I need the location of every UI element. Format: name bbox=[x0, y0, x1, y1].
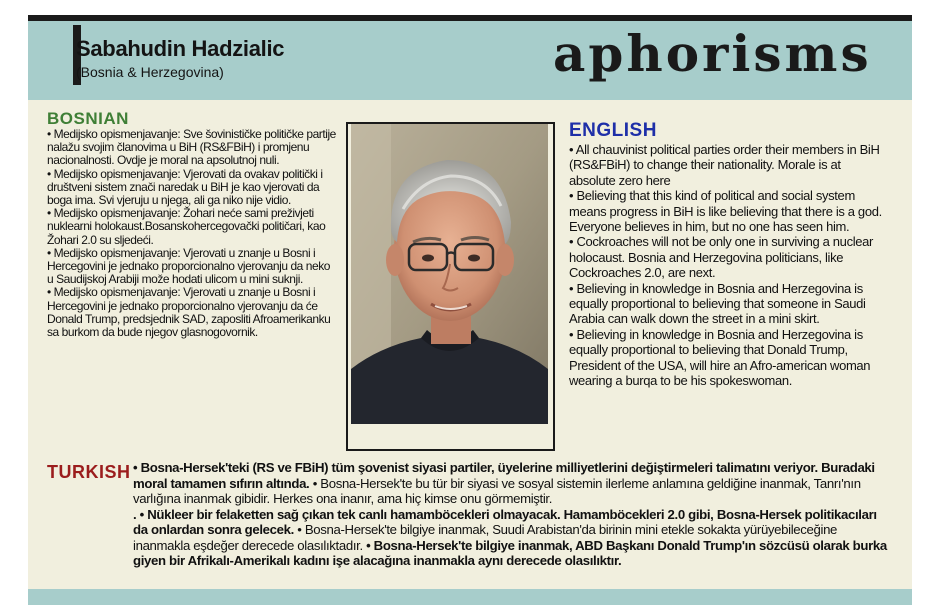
english-item: • Believing in knowledge in Bosnia and Herzegovina is equally proportional to believing that someone in Saudi Arabia can walk down the street in a mini skirt. bbox=[569, 280, 866, 327]
bosnian-item: • Medijsko opismenjavanje: Sve šovinističke političke partije nalažu svojim članovima u BiH (RS&FBiH) i promjenu nacionalnosti. Ovdje je moral na apsolutnoj nuli. bbox=[47, 127, 336, 168]
bosnian-column bbox=[47, 110, 337, 339]
author-country: (Bosnia & Herzegovina) bbox=[76, 64, 224, 80]
author-name: Sabahudin Hadzialic bbox=[76, 36, 285, 61]
bosnian-item: • Medijsko opismenjavanje: Žohari neće sami preživjeti nuklearni holokaust.Bosanskohercegovački političari, kao Žohari 2.0 su sljedeći. bbox=[47, 206, 326, 247]
turkish-heading: TURKISH bbox=[47, 462, 131, 482]
author-portrait bbox=[351, 124, 548, 424]
section-title: aphorisms bbox=[553, 24, 872, 83]
turkish-item-bold: . • Nükleer bir felaketten sağ çıkan tek canlı hamamböcekleri olmayacak. Hamamböcekleri 2.0 gibi, Bosna-Hersek politikacıları da onlardan sonra gelecek. bbox=[133, 506, 877, 537]
turkish-item-bold: • Bosna-Hersek'teki (RS ve FBiH) tüm şovenist siyasi partiler, üyelerine milliyetlerini değiştirmeleri talimatını veriyor. Buradaki moral tamamen sıfırın altında. bbox=[133, 460, 875, 491]
turkish-item: • Bosna-Hersek'te bilgiye inanmak, Suudi Arabistan'da birinin mini etekle sokakta yürüyebileceğine inanmakla eşdeğer derecede olasılıktadır. bbox=[133, 522, 838, 553]
bosnian-item: • Medijsko opismenjavanje: Vjerovati da ovakav politički i društveni sistem znači naredak u BiH je kao vjerovati da boga ima. Svi vjeruju u njega, ali ga niko nije vidio. bbox=[47, 166, 323, 208]
bosnian-item: • Medijsko opismenjavanje: Vjerovati u znanje u Bosni i Hercegovini je jednako proporcionalno vjerovanju da neko u Saudijskoj Arabiji može hodati ulicom u mini suknji. bbox=[47, 245, 330, 287]
bosnian-item: • Medijsko opismenjavanje: Vjerovati u znanje u Bosni i Hercegovini je jednako proporcionalno vjerovanju da će Donald Trump, predsjednik SAD, zaposliti Afroamerikanku sa burkom da bude njegov glasnogovornik. bbox=[47, 285, 331, 340]
english-list bbox=[569, 142, 885, 389]
english-item: • Believing in knowledge in Bosnia and Herzegovina is equally proportional to believing that Donald Trump, President of the USA, will hire an Afro-american woman wearing a burqa to be his spokeswoman. bbox=[569, 326, 871, 389]
english-item: • All chauvinist political parties order their members in BiH (RS&FBiH) to change their nationality. Morale is at absolute zero here bbox=[569, 142, 880, 188]
turkish-item: • Bosna-Hersek'te bu tür bir siyasi ve sosyal sistemin ilerleme anlamına geldiğine inanmak, Tanrı'nın varlığına inanmak gibidir. Herkes ona inanır, ama hiç kimse onu görmemiştir. bbox=[133, 475, 861, 506]
bosnian-heading: BOSNIAN bbox=[47, 109, 129, 128]
turkish-text bbox=[133, 460, 888, 569]
turkish-item-bold: • Bosna-Hersek'te bilgiye inanmak, ABD Başkanı Donald Trump'ın sözcüsü olarak burka giyen bir Afrikalı-Amerikalı kadını işe alacağına inanmakla aynı derecede olasılıktır. bbox=[133, 537, 887, 568]
bosnian-list bbox=[47, 128, 337, 339]
english-item: • Believing that this kind of political and social system means progress in BiH is like believing that there is a god. Everyone believes in him, but no one has seen him. bbox=[569, 188, 882, 235]
english-column bbox=[569, 120, 885, 389]
bottom-band bbox=[28, 589, 912, 605]
turkish-heading-wrap bbox=[47, 462, 131, 483]
english-item: • Cockroaches will not be only one in surviving a nuclear holocaust. Bosnia and Herzegovina politicians, like Cockroaches 2.0, are next. bbox=[569, 234, 873, 281]
english-heading: ENGLISH bbox=[569, 120, 657, 141]
